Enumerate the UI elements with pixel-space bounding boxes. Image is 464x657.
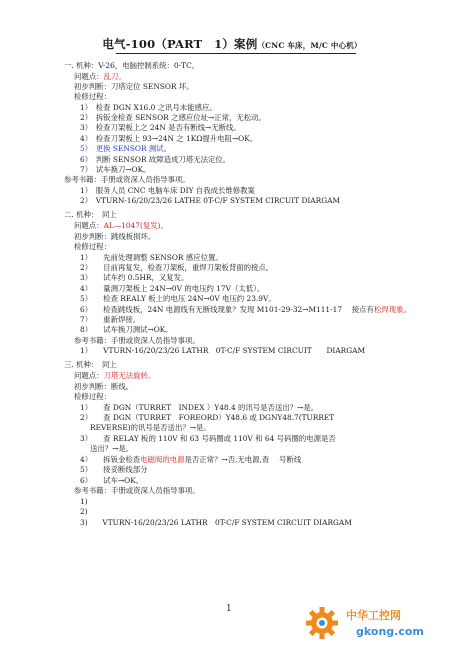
- title-main: 电气-100（PART 1）案例: [102, 37, 258, 51]
- line-tail-text: 是否正常？→否,无电源,查 号断线: [184, 455, 302, 464]
- line-text: 2） 拆钣金检查 SENSOR 之感应位址→正常，无松动。: [80, 113, 266, 122]
- line-text: 8） 试车换刀测试→OK。: [80, 325, 173, 334]
- line-text: 初步判断：刀塔定位 SENSOR 坏。: [74, 82, 194, 91]
- line-text: 2): [80, 507, 88, 516]
- text-line: [80, 196, 340, 205]
- text-line: [74, 371, 155, 380]
- line-text: 4） 检查刀架板上 93→24N 之 1KΩ提升电阻→OK。: [80, 134, 258, 143]
- line-text: REVERSE)的讯号是否送出？→是。: [90, 423, 211, 432]
- text-line: [80, 305, 411, 314]
- line-text: 2） 查 DGN（TURRET FOREORD）Y48.6 或 DGNY48.7(TURRET: [80, 413, 335, 422]
- text-line: [80, 284, 264, 293]
- text-line: [80, 253, 223, 262]
- line-text: 初步判断：断线。: [74, 382, 134, 391]
- watermark-brand: 中华工控网: [346, 609, 401, 622]
- highlighted-text: 电磁阀的电源: [140, 455, 185, 464]
- text-line: [80, 497, 88, 506]
- text-line: [74, 242, 111, 251]
- line-text: 1） VTURN-16/20/23/26 LATHR 0T-C/F SYSTEM CIRCUIT DIARGAM: [80, 346, 366, 355]
- line-text: 送出？→是。: [90, 444, 134, 453]
- text-line: [80, 155, 230, 164]
- line-text: 1） 查 DGN（TURRET INDEX ）Y48.4 的讯号是否送出？→是。: [80, 403, 319, 412]
- line-text: 4） 拆钣金检查: [80, 455, 141, 464]
- text-line: [80, 263, 273, 272]
- text-line: [80, 455, 301, 464]
- line-text: 三. 机种： 同上: [64, 360, 117, 369]
- line-text: 问题点：: [74, 72, 104, 81]
- line-text: 1） 服务人员 CNC 电脑车床 DIY 自我成长维修教案: [80, 186, 255, 195]
- line-text: 5） 检查 REALY 板上的电压 24N→0V 电压约 23.9V。: [80, 294, 276, 303]
- line-text: 6） 试车→OK。: [80, 476, 144, 485]
- line-text: 检修过程：: [74, 392, 111, 401]
- line-text: 5） 更换 SENSOR 测试。: [80, 144, 172, 153]
- line-text: 7） 重新焊接。: [80, 315, 141, 324]
- line-text: 2） 目前再复发，检查刀架板，重焊刀架板背面的接点。: [80, 263, 274, 272]
- text-line: [74, 82, 194, 91]
- line-text: 1): [80, 497, 88, 506]
- highlighted-text: AL—1047(复发)。: [103, 221, 168, 230]
- text-line: [80, 325, 173, 334]
- highlighted-text: 乱刀。: [103, 72, 126, 81]
- text-line: [80, 165, 151, 174]
- line-text: 3） 查 RELAY 板的 110V 和 63 号码圈或 110V 和 64 号码圈的电源是否: [80, 434, 336, 443]
- line-text: 6） 检查跳线板，24N 电源线有无断线现象？发现 M101-29-32→M111-17 接点有: [80, 305, 374, 314]
- text-line: [80, 413, 334, 422]
- line-text: 问题点：: [74, 221, 104, 230]
- text-line: [74, 232, 155, 241]
- line-text: 5） 接妥断线部分: [80, 465, 148, 474]
- text-line: [80, 434, 336, 443]
- text-line: [90, 423, 211, 432]
- text-line: [80, 134, 257, 143]
- text-line: [80, 315, 140, 324]
- text-line: [74, 382, 133, 391]
- highlighted-text: 松焊现象: [373, 305, 404, 314]
- line-text: 一. 机种：V-26，电脑控制系统：0-TC。: [64, 61, 200, 70]
- line-text: 参考书籍：手册或资深人员指导事项。: [64, 175, 190, 184]
- line-text: 7） 试车换刀→OK。: [80, 165, 151, 174]
- text-line: [80, 113, 266, 122]
- line-text: 参考书籍：手册或资深人员指导事项。: [74, 486, 200, 495]
- highlighted-text: 刀塔无法旋转。: [103, 371, 156, 380]
- line-text: 2） VTURN-16/20/23/26 LATHE 0T-C/F SYSTEM CIRCUIT DIARGAM: [80, 196, 341, 205]
- line-text: 1） 检查 DGN X16.0 之讯号未能感应。: [80, 103, 217, 112]
- text-line: [80, 346, 365, 355]
- text-line: [74, 336, 200, 345]
- line-text: 6） 判断 SENSOR 故障造成刀塔无法定位。: [80, 155, 231, 164]
- line-text: 检修过程：: [74, 242, 111, 251]
- line-text: 检修过程：: [74, 92, 111, 101]
- text-line: [80, 476, 143, 485]
- text-line: [64, 210, 117, 219]
- text-line: [80, 403, 318, 412]
- line-text: 3） 试车约 0.5HR，又复发。: [80, 273, 189, 282]
- title-underline: [116, 53, 356, 54]
- text-line: [80, 465, 148, 474]
- text-line: [74, 392, 111, 401]
- text-line: [80, 103, 217, 112]
- line-text: 问题点：: [74, 371, 104, 380]
- line-text: 4） 量测刀架板上 24N→0V 的电压约 17V（太低）。: [80, 284, 265, 293]
- text-line: [64, 175, 190, 184]
- line-text: 1） 先前处理调整 SENSOR 感应位置。: [80, 253, 223, 262]
- text-line: [64, 61, 199, 70]
- text-line: [80, 518, 352, 527]
- page-number: 1: [226, 604, 232, 614]
- line-text: 二. 机种： 同上: [64, 210, 117, 219]
- line-text: 3） 检查刀架板上之 24N 是否有断线→无断线。: [80, 123, 241, 132]
- text-line: [74, 486, 200, 495]
- text-line: [80, 144, 171, 153]
- text-line: [80, 294, 276, 303]
- text-line: [80, 123, 241, 132]
- gear-logo-icon: [304, 605, 340, 641]
- text-line: [64, 360, 117, 369]
- line-tail-text: 。: [403, 305, 411, 314]
- watermark-site: gkong.com: [356, 625, 424, 638]
- text-line: [90, 444, 133, 453]
- text-line: [80, 507, 88, 516]
- text-line: [74, 92, 111, 101]
- text-line: [80, 186, 255, 195]
- line-text: 3) VTURN-16/20/23/26 LATHR 0T-C/F SYSTEM CIRCUIT DIARGAM: [80, 518, 352, 527]
- title-sub: （CNC 车床，M/C 中心机）: [257, 41, 362, 50]
- watermark-logo: [304, 601, 454, 645]
- document-title: [0, 36, 464, 52]
- line-text: 初步判断：跳线板损坏。: [74, 232, 156, 241]
- text-line: [74, 221, 168, 230]
- text-line: [74, 72, 126, 81]
- text-line: [80, 273, 188, 282]
- line-text: 参考书籍：手册或资深人员指导事项。: [74, 336, 200, 345]
